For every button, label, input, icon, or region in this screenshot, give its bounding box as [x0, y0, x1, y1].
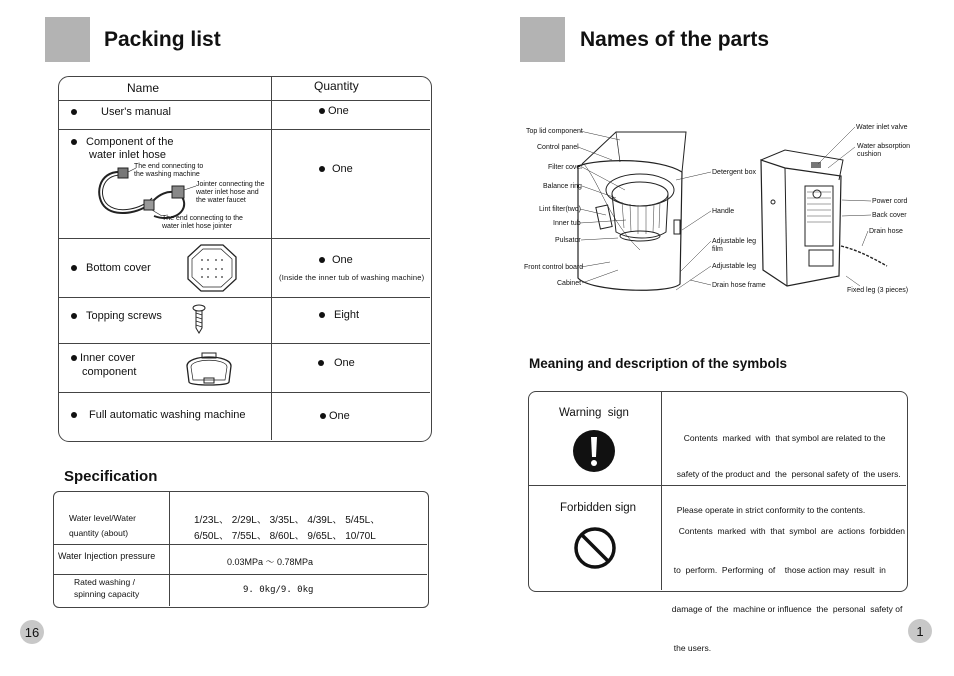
- hose-callout: Jointer connecting the water inlet hose and the water faucet: [196, 181, 265, 204]
- spec-value: 9. 0kg/9. 0kg: [243, 585, 314, 595]
- spec-label: Water level/Water quantity (about): [69, 513, 136, 538]
- list-item-qty: One: [319, 254, 353, 266]
- part-label: Power cord: [872, 198, 908, 205]
- part-label: Cabinet: [557, 280, 582, 287]
- page-title: Names of the parts: [580, 28, 770, 51]
- list-item: Topping screws: [71, 310, 162, 322]
- spec-label: Rated washing / spinning capacity: [74, 577, 140, 599]
- part-label: Adjustable leg film: [712, 238, 756, 253]
- list-item: Bottom cover: [71, 262, 151, 274]
- page-number: 16: [20, 620, 44, 644]
- part-label: Adjustable leg: [712, 263, 756, 270]
- part-label: Drain hose frame: [712, 282, 766, 289]
- part-label: Pulsator: [555, 237, 581, 244]
- warning-icon: [572, 429, 616, 473]
- list-item-qty: One: [319, 105, 349, 117]
- list-item: Component of the water inlet hose: [71, 136, 173, 162]
- part-label: Drain hose: [869, 228, 903, 235]
- forbidden-sign-label: Forbidden sign: [560, 502, 637, 514]
- column-header-name: Name: [127, 81, 160, 95]
- hose-callout: The end connecting to the washing machine: [134, 163, 204, 178]
- part-label: Back cover: [872, 212, 907, 219]
- forbidden-description: Contents marked with that symbol are actions forbidden to perform. Performing of those action may result in damage of the machine or influence the personal safety of the users.: [671, 525, 906, 653]
- list-item-qty: One: [318, 357, 355, 369]
- part-label: Handle: [712, 208, 735, 215]
- list-item-qty: One: [320, 410, 350, 422]
- part-label: Control panel: [537, 144, 579, 151]
- spec-title: Specification: [64, 468, 158, 485]
- spec-label: Water Injection pressure: [58, 551, 156, 561]
- warning-description: Contents marked with that symbol are related to the safety of the product and the personal safety of the users. Please operate in strict conformity to the contents.: [676, 433, 901, 515]
- part-label: Detergent box: [712, 169, 756, 176]
- symbols-title: Meaning and description of the symbols: [529, 356, 788, 371]
- warning-sign-label: Warning sign: [559, 407, 629, 419]
- list-item-qty: One: [319, 163, 353, 175]
- part-label: Inner tub: [553, 220, 581, 227]
- part-label: Top lid component: [526, 128, 583, 135]
- hose-callout: The end connecting to the water inlet hose jointer: [162, 215, 243, 230]
- qty-note: (Inside the inner tub of washing machine): [279, 273, 425, 282]
- list-item: User's manual: [71, 106, 171, 118]
- part-label: Balance ring: [543, 183, 582, 190]
- part-label: Water inlet valve: [856, 124, 908, 131]
- spec-value: 0.03MPa ～ 0.78MPa: [227, 557, 314, 567]
- list-item-qty: Eight: [319, 309, 359, 321]
- list-item: Full automatic washing machine: [71, 409, 246, 421]
- part-label: Front control board: [524, 264, 584, 271]
- part-label: Fixed leg (3 pieces): [847, 287, 909, 294]
- page-title: Packing list: [104, 28, 221, 51]
- page-number: 1: [908, 619, 932, 643]
- list-item: Inner cover component: [71, 351, 136, 379]
- part-label: Water absorption cushion: [857, 143, 911, 158]
- part-label: Filter cover: [548, 164, 583, 171]
- spec-value: 1/23L、 2/29L、 3/35L、 4/39L、 5/45L、 6/50L、 7/55L、 8/60L、 9/65L、 10/70L: [194, 515, 381, 542]
- forbidden-icon: [573, 526, 617, 570]
- part-label: Lint filter(two): [539, 206, 582, 213]
- column-header-quantity: Quantity: [314, 79, 359, 93]
